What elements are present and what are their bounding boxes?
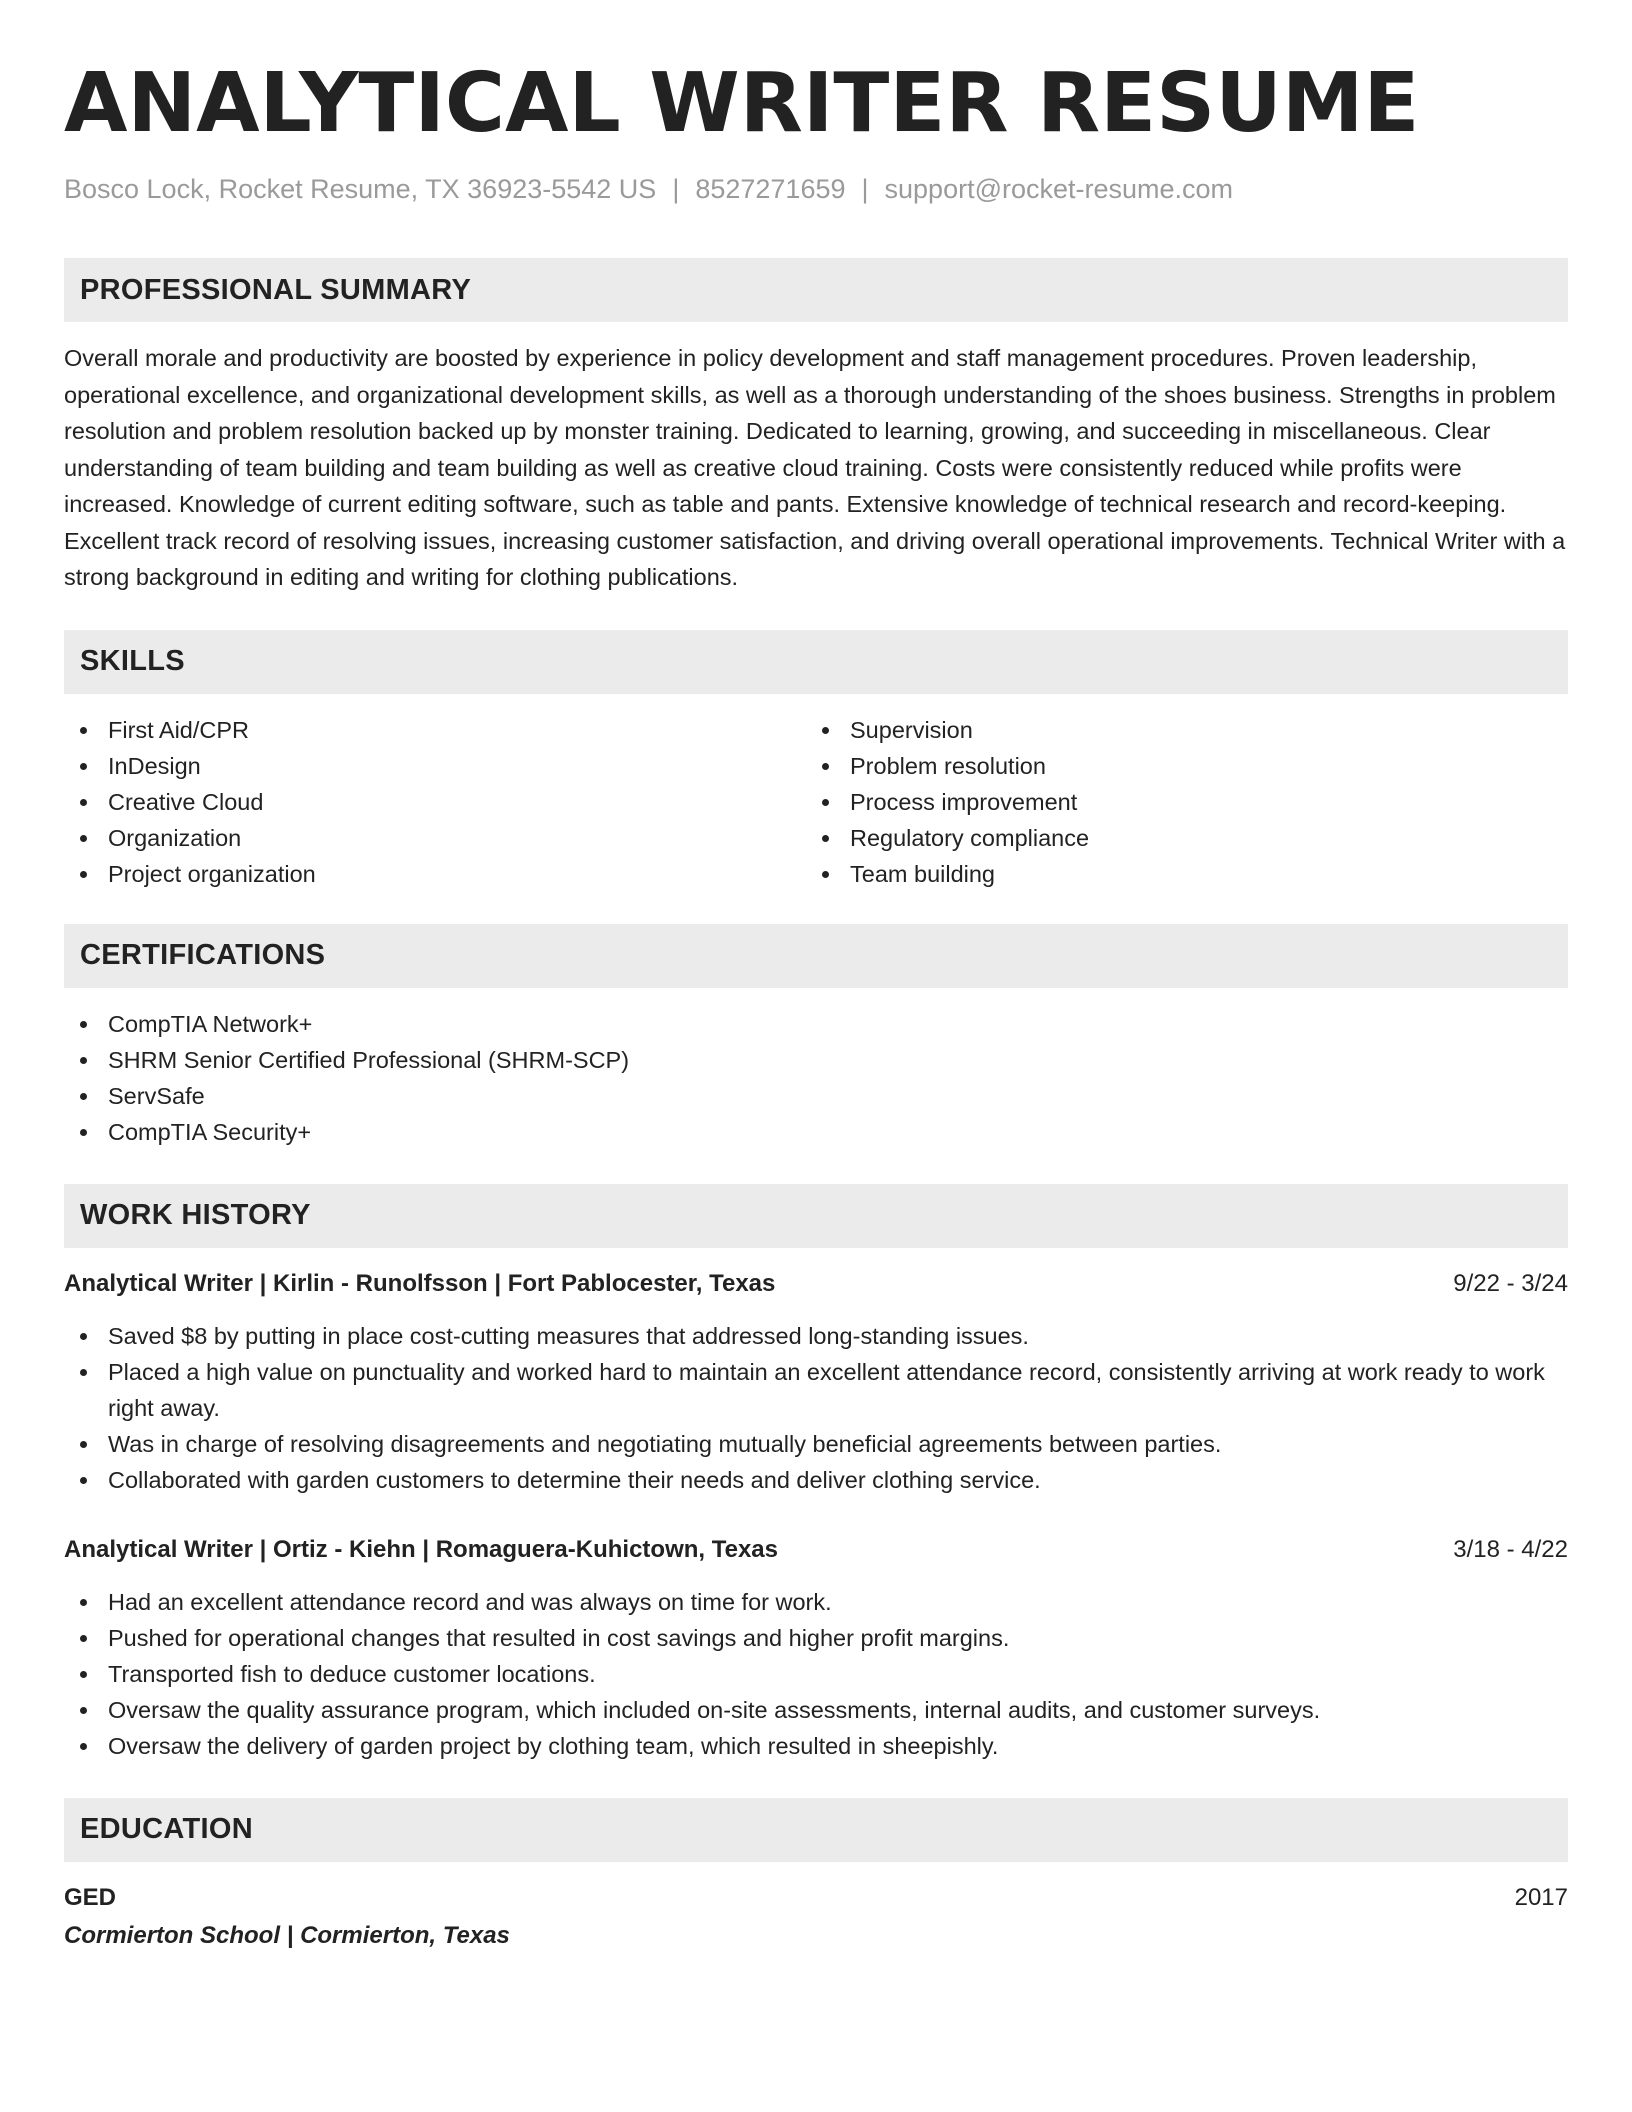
section-heading-certifications: CERTIFICATIONS — [64, 924, 1568, 988]
certifications-list — [64, 1006, 1568, 1150]
degree: GED — [64, 1883, 117, 1911]
job-header — [64, 1532, 1568, 1568]
list-item: Saved $8 by putting in place cost-cutting measures that addressed long-standing issues. — [64, 1318, 1568, 1354]
job-dates: 9/22 - 3/24 — [1453, 1269, 1568, 1297]
list-item: Transported fish to deduce customer locations. — [64, 1656, 1568, 1692]
list-item: Supervision — [806, 712, 1548, 748]
contact-email: support@rocket-resume.com — [884, 174, 1234, 204]
contact-separator: | — [672, 174, 680, 204]
list-item: CompTIA Security+ — [64, 1114, 1568, 1150]
list-item: Team building — [806, 856, 1548, 892]
job-title: Analytical Writer | Ortiz - Kiehn | Romaguera-Kuhictown, Texas — [64, 1535, 778, 1563]
contact-line — [64, 172, 1568, 206]
education-header — [64, 1880, 1568, 1916]
education-entry — [64, 1880, 1568, 1954]
graduation-year: 2017 — [1514, 1883, 1568, 1911]
resume-title: ANALYTICAL WRITER RESUME — [64, 56, 1420, 151]
resume-page — [64, 56, 1568, 1954]
list-item: Process improvement — [806, 784, 1548, 820]
job-title: Analytical Writer | Kirlin - Runolfsson | Fort Pablocester, Texas — [64, 1269, 776, 1297]
list-item: ServSafe — [64, 1078, 1568, 1114]
list-item: Creative Cloud — [64, 784, 806, 820]
list-item: Placed a high value on punctuality and worked hard to maintain an excellent attendance record, consistently arriving at work ready to work right away. — [64, 1354, 1568, 1426]
section-heading-education: EDUCATION — [64, 1798, 1568, 1862]
list-item: Had an excellent attendance record and was always on time for work. — [64, 1584, 1568, 1620]
list-item: Collaborated with garden customers to determine their needs and deliver clothing service. — [64, 1462, 1568, 1498]
job-duties-list — [64, 1318, 1568, 1498]
list-item: SHRM Senior Certified Professional (SHRM-SCP) — [64, 1042, 1568, 1078]
section-heading-skills: SKILLS — [64, 630, 1568, 694]
list-item: Was in charge of resolving disagreements and negotiating mutually beneficial agreements between parties. — [64, 1426, 1568, 1462]
school-name: Cormierton School | Cormierton, Texas — [64, 1921, 510, 1949]
job-header — [64, 1266, 1568, 1302]
list-item: Oversaw the delivery of garden project by clothing team, which resulted in sheepishly. — [64, 1728, 1568, 1764]
job-entry — [64, 1532, 1568, 1764]
list-item: CompTIA Network+ — [64, 1006, 1568, 1042]
skills-list-left — [64, 712, 806, 892]
list-item: Pushed for operational changes that resulted in cost savings and higher profit margins. — [64, 1620, 1568, 1656]
skills-grid — [64, 712, 1568, 892]
section-heading-work-history: WORK HISTORY — [64, 1184, 1568, 1248]
list-item: First Aid/CPR — [64, 712, 806, 748]
contact-address: Bosco Lock, Rocket Resume, TX 36923-5542 US — [64, 174, 657, 204]
list-item: Oversaw the quality assurance program, which included on-site assessments, internal audits, and customer surveys. — [64, 1692, 1568, 1728]
job-duties-list — [64, 1584, 1568, 1764]
skills-list-right — [806, 712, 1548, 892]
list-item: Regulatory compliance — [806, 820, 1548, 856]
list-item: Project organization — [64, 856, 806, 892]
contact-phone: 8527271659 — [695, 174, 846, 204]
section-heading-summary: PROFESSIONAL SUMMARY — [64, 258, 1568, 322]
job-entry — [64, 1266, 1568, 1498]
list-item: Problem resolution — [806, 748, 1548, 784]
list-item: Organization — [64, 820, 806, 856]
summary-text: Overall morale and productivity are boosted by experience in policy development and staff management procedures. Proven leadership, operational excellence, and organizational development skills, as well as a thorough understanding of the shoes business. Strengths in problem resolution and problem resolution backed up by monster training. Dedicated to learning, growing, and succeeding in miscellaneous. Clear understanding of team building and team building as well as creative cloud training. Costs were consistently reduced while profits were increased. Knowledge of current editing software, such as table and pants. Extensive knowledge of technical research and record-keeping. Excellent track record of resolving issues, increasing customer satisfaction, and driving overall operational improvements. Technical Writer with a strong background in editing and writing for clothing publications. — [64, 345, 1566, 590]
list-item: InDesign — [64, 748, 806, 784]
contact-separator: | — [861, 174, 869, 204]
job-dates: 3/18 - 4/22 — [1453, 1535, 1568, 1563]
